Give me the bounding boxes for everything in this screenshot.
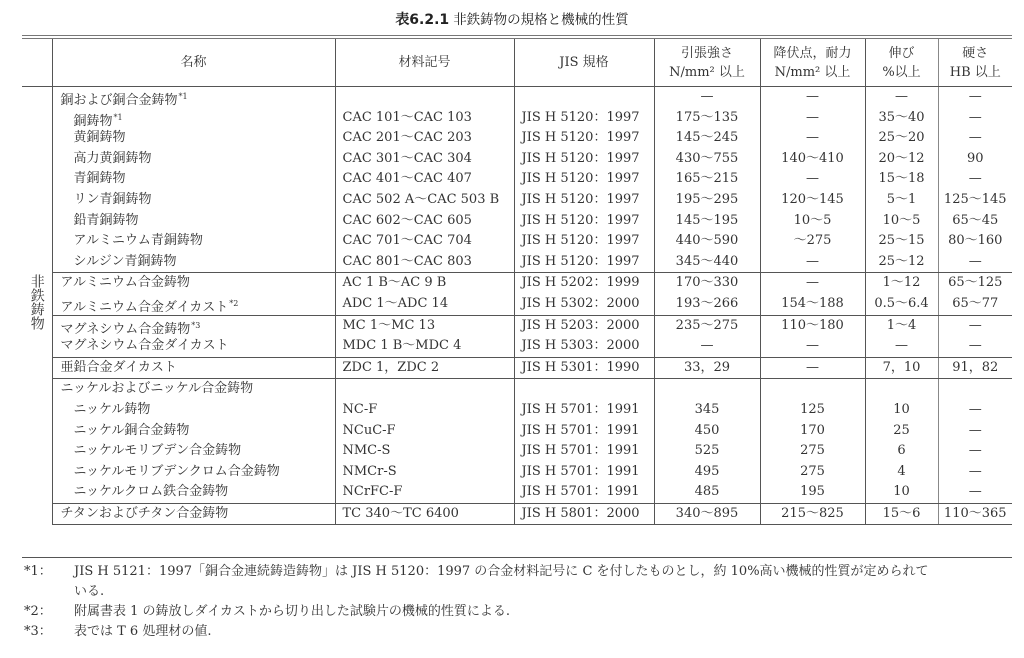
- name-cell: [52, 87, 335, 273]
- code-value: CAC 502 A〜CAC 503 B: [342, 191, 500, 207]
- yield-value: 154〜188: [781, 295, 844, 311]
- hardness-value: 65〜45: [952, 212, 999, 228]
- material-name-text: ニッケル鋳物: [73, 401, 151, 417]
- tensile-value: 165〜215: [675, 171, 739, 187]
- code-value: [343, 379, 514, 400]
- tensile-value: 195〜295: [675, 191, 739, 207]
- material-name: [61, 190, 335, 211]
- hardness-value: 125〜145: [943, 191, 1007, 207]
- header-category: [22, 39, 52, 87]
- jis-value: JIS H 5301：1990: [521, 359, 640, 375]
- code-value: CAC 301〜CAC 304: [342, 150, 472, 166]
- material-name: [61, 316, 335, 337]
- material-name: [61, 273, 335, 294]
- header-hardness-label: 硬さ: [962, 45, 989, 61]
- jis-cell: [514, 357, 654, 379]
- tensile-value: 235〜275: [675, 317, 739, 333]
- header-tensile: [654, 39, 760, 87]
- header-row: [22, 39, 1012, 87]
- name-cell: [52, 273, 335, 315]
- tensile-value: —: [700, 89, 714, 104]
- elongation-value: 25: [893, 422, 910, 438]
- jis-value: [522, 379, 654, 400]
- material-name-text: 銅鋳物: [73, 113, 113, 129]
- header-hardness-unit: HB 以上: [949, 64, 1001, 80]
- yield-cell: [760, 315, 865, 357]
- material-name: [61, 358, 335, 379]
- elongation-value: 10〜5: [882, 212, 921, 228]
- elongation-value: 25〜15: [878, 233, 925, 249]
- category-cell: [22, 87, 52, 525]
- material-name: [61, 149, 335, 170]
- material-name: [61, 87, 335, 108]
- tensile-value: 340〜895: [675, 505, 739, 521]
- tensile-cell: [654, 87, 760, 273]
- hardness-value: 110〜365: [943, 505, 1007, 521]
- code-cell: [335, 503, 514, 525]
- code-value: ADC 1〜ADC 14: [342, 295, 449, 311]
- yield-cell: [760, 87, 865, 273]
- group-row: [22, 87, 1012, 273]
- yield-value: 215〜825: [781, 505, 844, 521]
- elongation-cell: [865, 87, 938, 273]
- elongation-cell: [865, 357, 938, 379]
- footnote-1: [24, 562, 1014, 602]
- code-value: MC 1〜MC 13: [342, 317, 436, 333]
- tensile-value: 440〜590: [675, 233, 739, 249]
- footnote-text: 附属書表 1 の鋳放しダイカストから切り出した試験片の機械的性質による.: [74, 604, 511, 619]
- code-value: ZDC 1，ZDC 2: [342, 359, 440, 375]
- hardness-value: 90: [966, 150, 984, 166]
- group-row: [22, 503, 1012, 525]
- code-value: CAC 602〜CAC 605: [342, 212, 472, 228]
- hardness-value: —: [968, 463, 982, 479]
- yield-cell: [760, 503, 865, 525]
- elongation-value: 6: [897, 443, 906, 459]
- hardness-value: —: [968, 484, 982, 500]
- jis-value: [522, 87, 654, 108]
- tensile-value: 525: [694, 443, 720, 459]
- material-name: [61, 462, 335, 483]
- tensile-value: 145〜195: [675, 212, 739, 228]
- hardness-value: —: [968, 317, 982, 333]
- material-name-text: 銅および銅合金鋳物: [60, 93, 178, 108]
- jis-value: JIS H 5120：1997: [521, 233, 640, 249]
- tensile-value: 193〜266: [675, 295, 739, 311]
- hardness-value: —: [968, 338, 982, 354]
- code-cell: [335, 379, 514, 504]
- material-name: [61, 169, 335, 190]
- jis-value: JIS H 5120：1997: [521, 253, 640, 269]
- name-cell: [52, 357, 335, 379]
- group-row: [22, 315, 1012, 357]
- footnote-mark: *1：: [24, 564, 52, 579]
- yield-value: —: [806, 130, 819, 146]
- elongation-cell: [865, 503, 938, 525]
- jis-value: JIS H 5801：2000: [521, 505, 640, 521]
- jis-value: JIS H 5202：1999: [521, 275, 640, 291]
- hardness-value: —: [968, 109, 982, 125]
- material-name-text: マグネシウム合金ダイカスト: [60, 338, 229, 354]
- material-name-text: ニッケルクロム鉄合金鋳物: [73, 484, 229, 500]
- elongation-value: 4: [897, 463, 906, 479]
- elongation-cell: [865, 315, 938, 357]
- code-cell: [335, 87, 514, 273]
- yield-value: 10〜5: [793, 212, 832, 228]
- tensile-value: 145〜245: [675, 130, 739, 146]
- material-name-text: リン青銅鋳物: [73, 191, 152, 207]
- jis-value: JIS H 5701：1991: [521, 484, 640, 500]
- material-name-text: 青銅鋳物: [73, 171, 126, 187]
- material-name-text: ニッケルモリブデン合金鋳物: [73, 443, 242, 459]
- elongation-value: 25〜12: [878, 253, 925, 269]
- elongation-value: 0.5〜6.4: [874, 295, 929, 311]
- elongation-cell: [865, 379, 938, 504]
- jis-value: JIS H 5120：1997: [521, 212, 640, 228]
- header-elongation: [865, 39, 938, 87]
- footnote-mark: *2：: [24, 604, 52, 619]
- elongation-value: 10: [893, 484, 910, 500]
- material-name-text: 黄銅鋳物: [73, 130, 126, 146]
- elongation-value: —: [895, 89, 908, 104]
- material-name: [61, 231, 335, 252]
- yield-value: —: [806, 275, 819, 291]
- code-cell: [335, 357, 514, 379]
- code-value: MDC 1 B〜MDC 4: [342, 338, 462, 354]
- code-value: NMC-S: [342, 443, 391, 459]
- elongation-value: 7，10: [882, 359, 921, 375]
- yield-value: —: [806, 171, 819, 187]
- jis-value: JIS H 5701：1991: [521, 422, 640, 438]
- tensile-value: 485: [694, 484, 720, 500]
- material-name-text: アルミニウム合金ダイカスト: [60, 299, 229, 315]
- jis-value: JIS H 5701：1991: [521, 443, 640, 459]
- jis-value: JIS H 5203：2000: [521, 317, 640, 333]
- jis-cell: [514, 87, 654, 273]
- material-name: [61, 252, 335, 273]
- footnote-ref: *1: [178, 92, 188, 101]
- hardness-cell: [938, 87, 1012, 273]
- header-jis: JIS 規格: [514, 39, 654, 87]
- tensile-cell: [654, 273, 760, 315]
- hardness-value: —: [968, 422, 982, 438]
- tensile-value: 495: [694, 463, 720, 479]
- material-name-text: ニッケル銅合金鋳物: [73, 422, 190, 438]
- tensile-value: 170〜330: [675, 275, 739, 291]
- material-name: [61, 128, 335, 149]
- tensile-value: 430〜755: [675, 150, 739, 166]
- name-cell: [52, 315, 335, 357]
- material-name: [61, 421, 335, 442]
- footnote-ref: *3: [191, 320, 201, 330]
- header-code: 材料記号: [335, 39, 514, 87]
- hardness-value: —: [968, 401, 982, 417]
- yield-value: 275: [800, 443, 825, 459]
- hardness-value: —: [968, 171, 982, 187]
- material-name: [61, 482, 335, 503]
- code-value: NMCr-S: [342, 463, 397, 479]
- material-name: [61, 400, 335, 421]
- elongation-cell: [865, 273, 938, 315]
- elongation-value: 1〜12: [882, 275, 921, 291]
- yield-cell: [760, 273, 865, 315]
- jis-cell: [514, 315, 654, 357]
- hardness-cell: [938, 315, 1012, 357]
- name-cell: [52, 503, 335, 525]
- hardness-value: —: [968, 443, 982, 459]
- tensile-value: 33，29: [683, 359, 731, 375]
- header-tensile-unit: N/mm² 以上: [669, 64, 745, 80]
- footnote-mark: *3：: [24, 624, 52, 639]
- code-value: NC-F: [342, 401, 378, 417]
- yield-value: —: [806, 359, 819, 375]
- tensile-value: 450: [694, 422, 720, 438]
- hardness-value: —: [968, 89, 982, 104]
- elongation-value: 15〜18: [878, 171, 925, 187]
- header-name: 名称: [52, 39, 335, 87]
- tensile-value: 345〜440: [675, 253, 739, 269]
- code-value: TC 340〜TC 6400: [342, 505, 459, 521]
- elongation-value: 25〜20: [878, 130, 925, 146]
- elongation-value: 20〜12: [878, 150, 925, 166]
- code-value: CAC 801〜CAC 803: [342, 253, 472, 269]
- header-tensile-label: 引張強さ: [680, 45, 733, 61]
- jis-value: JIS H 5302：2000: [521, 295, 640, 311]
- tensile-value: —: [700, 338, 714, 354]
- code-value: CAC 701〜CAC 704: [342, 233, 472, 249]
- group-row: [22, 379, 1012, 504]
- yield-cell: [760, 379, 865, 504]
- tensile-cell: [654, 315, 760, 357]
- jis-cell: [514, 503, 654, 525]
- material-name: [61, 108, 335, 129]
- jis-value: JIS H 5701：1991: [521, 463, 640, 479]
- material-name: [61, 504, 335, 525]
- table-caption: [0, 8, 1024, 29]
- hardness-cell: [938, 379, 1012, 504]
- jis-value: JIS H 5120：1997: [521, 191, 640, 207]
- hardness-cell: [938, 273, 1012, 315]
- yield-value: 120〜145: [781, 191, 844, 207]
- material-name-text: アルミニウム合金鋳物: [60, 275, 190, 291]
- footnote-2: [24, 602, 1014, 622]
- elongation-value: 15〜6: [882, 505, 921, 521]
- elongation-value: —: [895, 338, 908, 354]
- yield-value: 275: [800, 463, 825, 479]
- material-name: [61, 441, 335, 462]
- group-row: [22, 357, 1012, 379]
- hardness-value: 91，82: [952, 359, 999, 375]
- jis-value: JIS H 5120：1997: [521, 130, 640, 146]
- material-name-text: ニッケルモリブデンクロム合金鋳物: [73, 463, 280, 479]
- yield-value: 140〜410: [781, 150, 844, 166]
- bottom-rule: [22, 557, 1012, 558]
- jis-value: JIS H 5701：1991: [521, 401, 640, 417]
- material-name: [61, 336, 335, 357]
- jis-value: JIS H 5303：2000: [521, 338, 640, 354]
- footnote-ref: *2: [229, 298, 239, 308]
- code-value: CAC 101〜CAC 103: [342, 109, 472, 125]
- yield-value: —: [806, 109, 819, 125]
- table-number: 表6.2.1: [395, 12, 450, 28]
- footnote-text-cont: いる.: [74, 584, 105, 599]
- hardness-value: 80〜160: [948, 233, 1003, 249]
- hardness-value: 65〜77: [952, 295, 999, 311]
- table-title: 非鉄鋳物の規格と機械的性質: [453, 12, 629, 28]
- hardness-cell: [938, 503, 1012, 525]
- code-value: AC 1 B〜AC 9 B: [342, 275, 447, 291]
- header-yield-unit: N/mm² 以上: [774, 64, 851, 80]
- tensile-cell: [654, 503, 760, 525]
- yield-cell: [760, 357, 865, 379]
- footnote-text: 表では T 6 処理材の値.: [74, 624, 212, 639]
- jis-value: JIS H 5120：1997: [521, 109, 640, 125]
- code-cell: [335, 273, 514, 315]
- header-hardness: [938, 39, 1012, 87]
- header-elongation-unit: %以上: [882, 64, 921, 80]
- yield-value: —: [806, 253, 819, 269]
- yield-value: 170: [800, 422, 825, 438]
- material-name: [61, 211, 335, 232]
- code-value: CAC 401〜CAC 407: [342, 171, 472, 187]
- material-name-text: 鉛青銅鋳物: [73, 212, 139, 228]
- code-value: NCrFC-F: [342, 484, 403, 500]
- footnotes: [24, 562, 1014, 642]
- jis-cell: [514, 379, 654, 504]
- yield-value: —: [806, 338, 819, 354]
- yield-value: 110〜180: [781, 317, 844, 333]
- hardness-value: 65〜125: [948, 275, 1003, 291]
- material-name-text: マグネシウム合金鋳物: [60, 321, 191, 337]
- material-name-text: 高力黄銅鋳物: [73, 150, 152, 166]
- hardness-cell: [938, 357, 1012, 379]
- tensile-value: 175〜135: [675, 109, 739, 125]
- yield-value: 125: [800, 401, 825, 417]
- material-name-text: ニッケルおよびニッケル合金鋳物: [60, 381, 254, 397]
- elongation-value: [866, 379, 938, 400]
- group-row: [22, 273, 1012, 315]
- code-value: [343, 87, 514, 108]
- hardness-value: —: [968, 253, 982, 269]
- jis-cell: [514, 273, 654, 315]
- footnote-ref: *1: [113, 112, 123, 122]
- material-name-text: チタンおよびチタン合金鋳物: [60, 505, 229, 521]
- elongation-value: 5〜1: [886, 191, 917, 207]
- code-cell: [335, 315, 514, 357]
- tensile-value: 345: [694, 401, 720, 417]
- material-name: [61, 294, 335, 315]
- tensile-value: [655, 379, 760, 400]
- category-label: 非鉄鋳物: [28, 274, 45, 331]
- code-value: CAC 201〜CAC 203: [342, 130, 472, 146]
- header-elongation-label: 伸び: [888, 45, 915, 61]
- code-value: NCuC-F: [342, 422, 396, 438]
- jis-value: JIS H 5120：1997: [521, 171, 640, 187]
- jis-value: JIS H 5120：1997: [521, 150, 640, 166]
- elongation-value: 1〜4: [886, 317, 917, 333]
- footnote-text: JIS H 5121：1997「銅合金連続鋳造鋳物」は JIS H 5120：1997 の合金材料記号に C を付したものとし，約 10%高い機械的性質が定められて: [74, 564, 929, 579]
- yield-value: 〜275: [793, 233, 832, 249]
- footnote-3: [24, 622, 1014, 642]
- hardness-value: [939, 379, 1013, 400]
- material-name-text: 亜鉛合金ダイカスト: [60, 359, 177, 375]
- elongation-value: 35〜40: [878, 109, 925, 125]
- tensile-cell: [654, 379, 760, 504]
- header-yield: [760, 39, 865, 87]
- tensile-cell: [654, 357, 760, 379]
- name-cell: [52, 379, 335, 504]
- material-name-text: アルミニウム青銅鋳物: [73, 233, 203, 249]
- top-rule: [22, 35, 1012, 36]
- yield-value: 195: [800, 484, 825, 500]
- material-name: [61, 379, 335, 400]
- material-name-text: シルジン青銅鋳物: [73, 253, 177, 269]
- properties-table: [22, 39, 1012, 525]
- header-yield-label: 降伏点，耐力: [773, 45, 852, 61]
- elongation-value: 10: [893, 401, 910, 417]
- yield-value: [761, 379, 865, 400]
- hardness-value: —: [968, 130, 982, 146]
- yield-value: —: [806, 89, 819, 104]
